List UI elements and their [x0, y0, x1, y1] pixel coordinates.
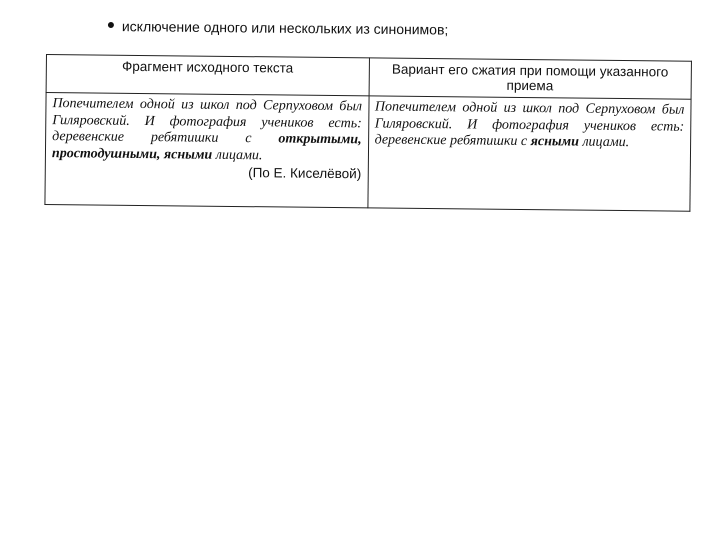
comparison-table-wrapper — [44, 54, 692, 212]
source-bold-word-1: открытыми, — [278, 131, 362, 148]
source-attribution: (По Е. Киселёвой) — [248, 165, 362, 182]
bullet-item — [108, 18, 449, 38]
source-text-part2: лицами. — [212, 147, 263, 163]
bullet-text: исключение одного или нескольких из синонимов; — [121, 18, 449, 38]
header-compressed-variant: Вариант его сжатия при помощи указанного приема — [369, 58, 692, 99]
bullet-dot-icon — [108, 22, 114, 28]
variant-bold-word: ясными — [530, 134, 580, 150]
comparison-table — [44, 54, 692, 212]
source-fragment-cell — [45, 93, 369, 208]
source-bold-words-2: простодушными, ясными — [51, 145, 213, 163]
header-source-fragment: Фрагмент исходного текста — [46, 55, 369, 96]
table-row — [45, 93, 691, 212]
variant-text-part1: Попечителем одной из школ под Серпуховом был Гиляровский. И фотография учеников есть: деревенские ребятишки с — [374, 99, 685, 150]
compressed-variant-cell — [367, 96, 691, 211]
variant-text-part2: лицами. — [578, 134, 630, 151]
source-text-part1: Попечителем одной из школ под Серпуховом был Гиляровский. И фотография учеников есть: деревенские ребятишки с — [52, 96, 363, 147]
